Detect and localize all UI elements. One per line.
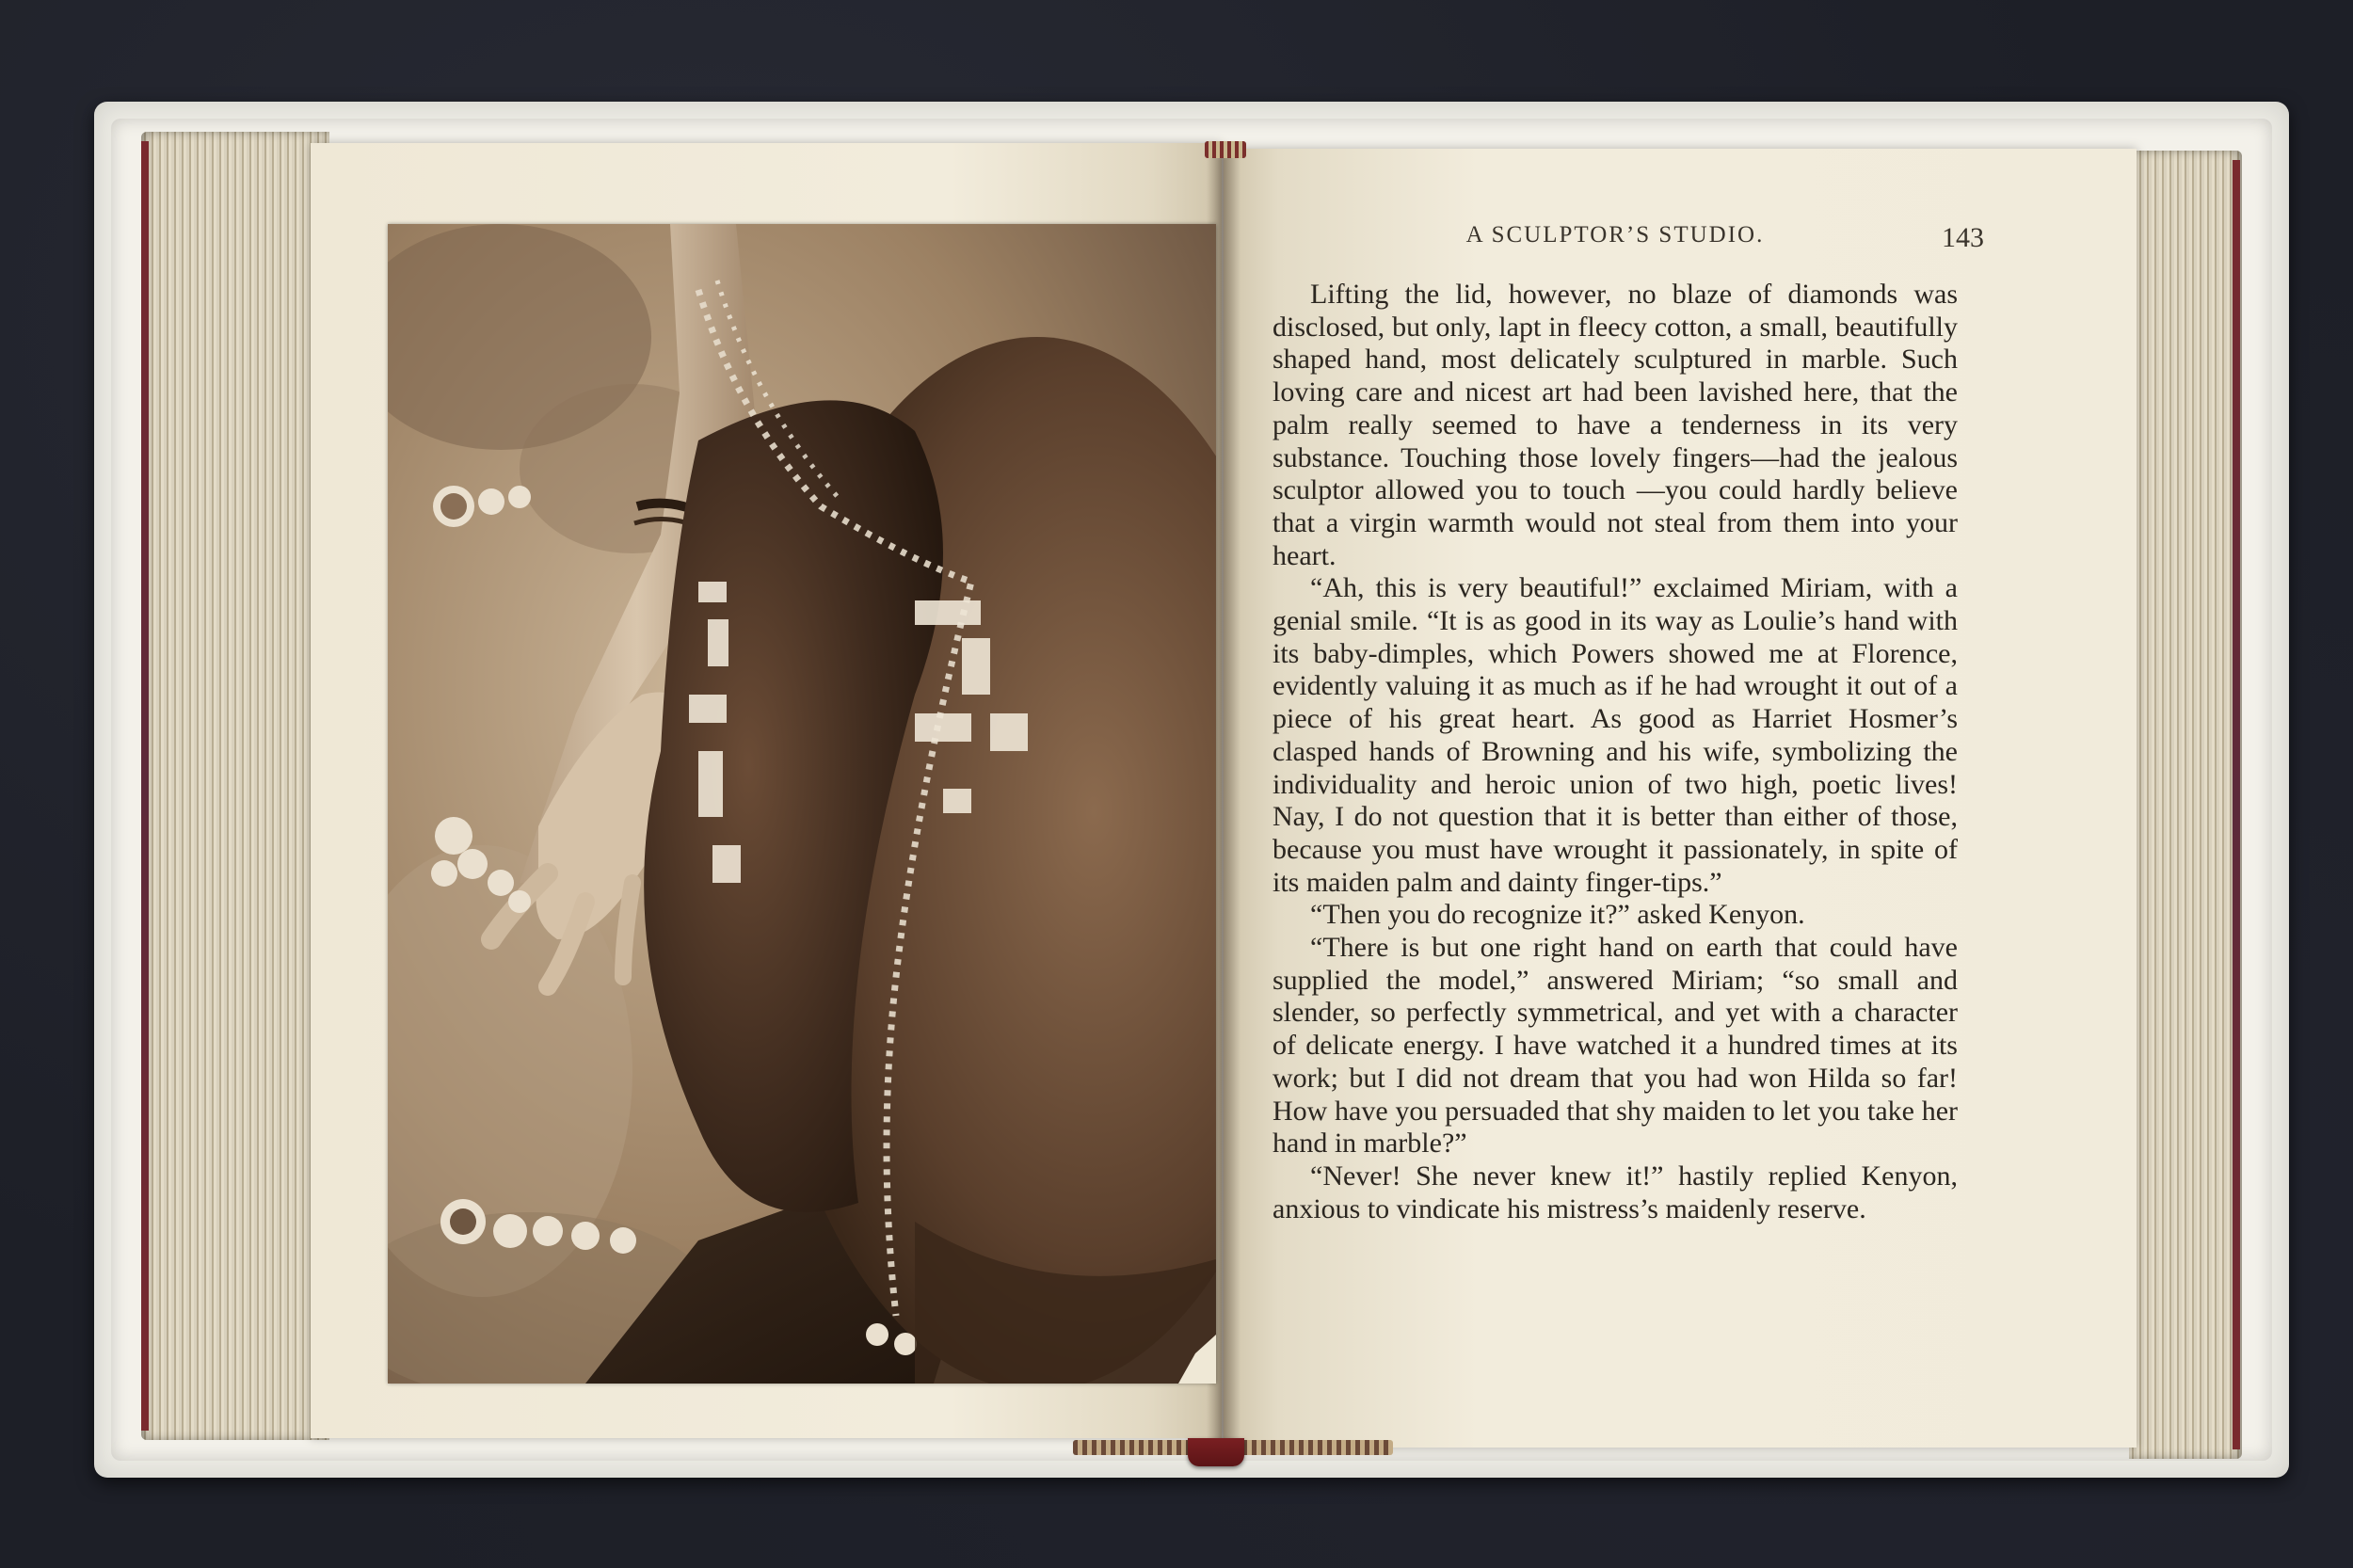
photograph-hand-on-cushion: [388, 224, 1216, 1384]
paragraph: Lifting the lid, however, no blaze of diamonds was disclosed, but only, lapt in fleecy cotton, a small, beautifully shaped hand, most delicately sculptured in marble. Such loving care and nicest art had been lavished here, that the palm really seemed to have a tenderness in its very substance. Touching those lovely fingers—had the jealous sculptor allowed you to touch —you could hardly believe that a virgin warmth would not steal from them into your heart.: [1273, 279, 1958, 571]
right-edge-trim: [2233, 160, 2240, 1449]
left-edge-trim: [141, 141, 149, 1431]
page-number: 143: [1942, 222, 1984, 253]
running-head: A SCULPTOR’S STUDIO.: [1465, 222, 1765, 248]
paragraph: “Then you do recognize it?” asked Kenyon.: [1310, 899, 1805, 931]
photograph-plate: [388, 224, 1216, 1384]
headband: [1205, 141, 1246, 158]
paragraph: “There is but one right hand on earth that could have supplied the model,” answered Miriam; “so small and slender, so perfectly symmetrical, and yet with a character of delicate energy. I have watched it a hundred times at its work; but I did not dream that you had won Hilda so far! How have you persuaded that shy maiden to let you take her hand in marble?”: [1273, 932, 1958, 1160]
ribbon-marker: [1188, 1438, 1244, 1466]
paragraph: “Never! She never knew it!” hastily replied Kenyon, anxious to vindicate his mistress’s maidenly reserve.: [1273, 1160, 1958, 1224]
body-text: [1273, 279, 1958, 1304]
right-page-edges: [2129, 151, 2242, 1459]
paragraph: “Ah, this is very beautiful!” exclaimed Miriam, with a genial smile. “It is as good in its way as Loulie’s hand with its baby-dimples, which Powers showed me at Florence, evidently valuing it as much as if he had wrought it out of a piece of his great heart. As good as Harriet Hosmer’s clasped hands of Browning and his wife, symbolizing the individuality and heroic union of two high, poetic lives! Nay, I do not question that it is better than either of those, because you must have wrought it passionately, in spite of its maiden palm and dainty finger-tips.”: [1273, 572, 1958, 898]
left-page-edges: [141, 132, 329, 1440]
